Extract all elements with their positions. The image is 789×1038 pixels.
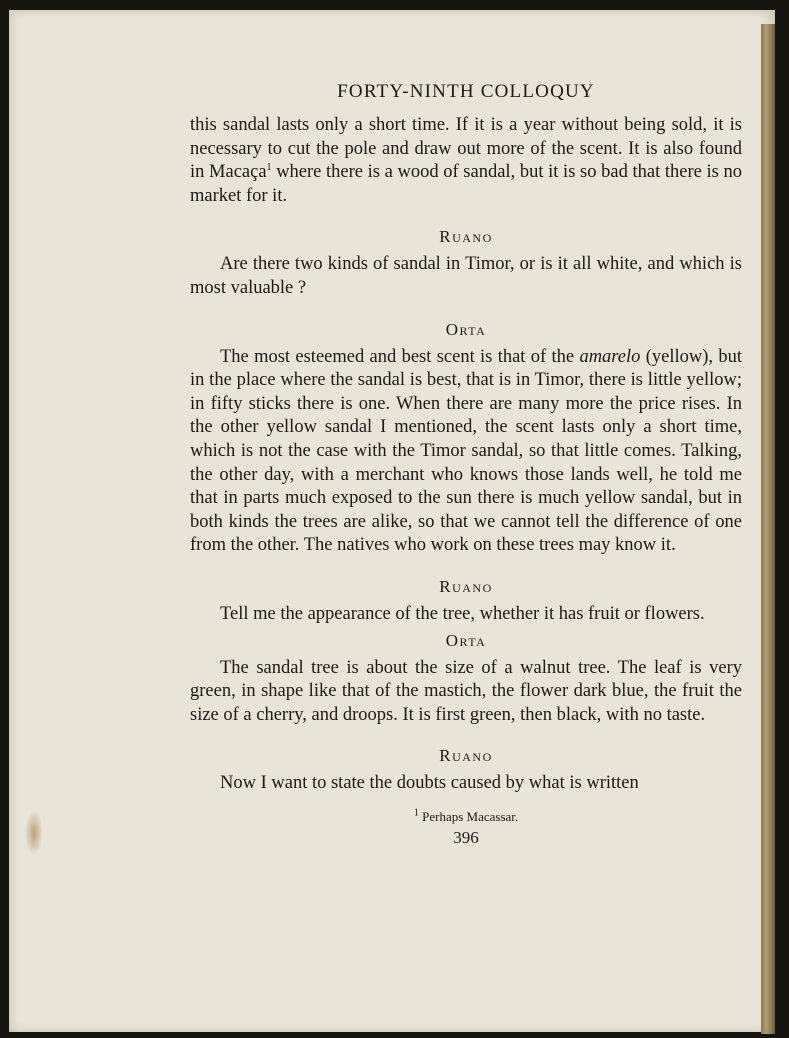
italic-term: amarelo bbox=[579, 346, 641, 367]
book-page bbox=[9, 10, 775, 1032]
paragraph: The sandal tree is about the size of a walnut tree. The leaf is very green, in shape like that of the mastich, the flower dark blue, the fruit the size of a cherry, and droops. It is first green, then black, with no taste. bbox=[190, 657, 742, 725]
paragraph: Are there two kinds of sandal in Timor, or is it all white, and which is most valuable ? bbox=[190, 254, 742, 298]
paper-stain bbox=[25, 810, 43, 856]
footnote-mark: 1 bbox=[413, 807, 419, 819]
footnote-text: Perhaps Macassar. bbox=[418, 808, 519, 824]
paragraph bbox=[190, 346, 742, 558]
paragraph bbox=[190, 114, 742, 208]
paragraph: Tell me the appearance of the tree, whether it has fruit or flowers. bbox=[220, 603, 705, 624]
speaker-heading: Orta bbox=[445, 319, 487, 339]
paragraph-text: this sandal lasts only a short time. If it is a year without being sold, it is necessary to cut the pole and draw out more of the scent. It is also found in Macaça bbox=[190, 115, 742, 183]
page-text bbox=[190, 78, 742, 849]
speaker-heading: Orta bbox=[445, 630, 487, 650]
speaker-heading: Ruano bbox=[439, 227, 493, 247]
running-header: FORTY-NINTH COLLOQUY bbox=[337, 81, 595, 102]
speaker-heading: Ruano bbox=[439, 576, 493, 596]
paragraph-text: (yellow), but in the place where the sandal is best, that is in Timor, there is little yellow; in fifty sticks there is one. When there are many more the price rises. In the other yellow sandal I mentioned, the scent lasts only a short time, which is not the case with the Timor sandal, so that little comes. Talking, the other day, with a merchant who knows those lands well, he told me that in parts much exposed to the sun there is much yellow sandal, but in both kinds the trees are alike, so that we cannot tell the difference of one from the other. The natives who work on these trees may know it. bbox=[190, 346, 743, 556]
footnote bbox=[190, 808, 742, 825]
footnote-reference: 1 bbox=[266, 162, 272, 174]
paragraph: Now I want to state the doubts caused by what is written bbox=[220, 773, 639, 794]
paragraph-text: where there is a wood of sandal, but it is so bad that there is no market for it. bbox=[190, 162, 742, 206]
page-number: 396 bbox=[453, 827, 479, 847]
page-edge bbox=[761, 24, 775, 1034]
paragraph-text: The most esteemed and best scent is that of the bbox=[220, 346, 580, 367]
speaker-heading: Ruano bbox=[439, 746, 493, 766]
